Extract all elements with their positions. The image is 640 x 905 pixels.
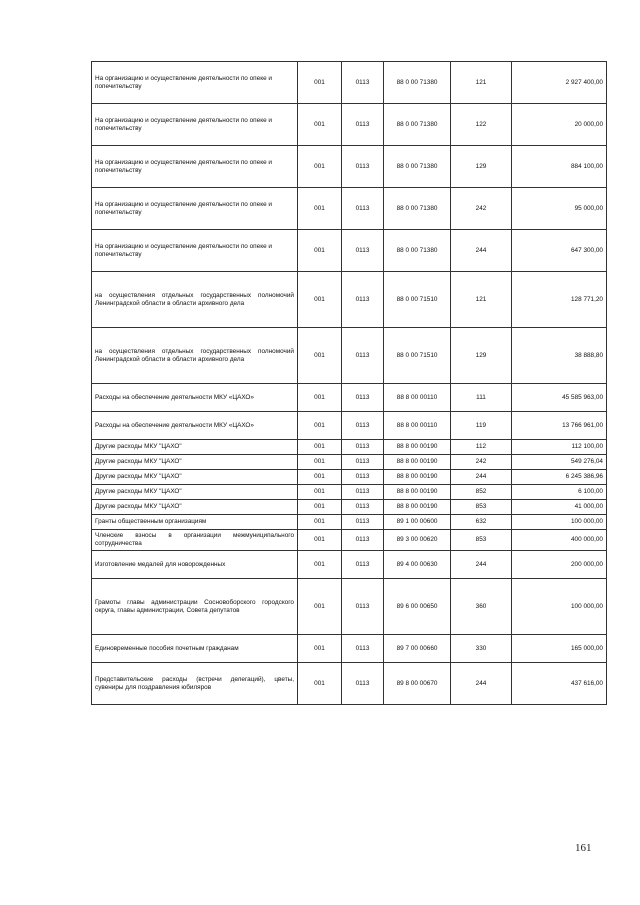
row-ved-cell: 001 [298,188,342,230]
row-ved-cell: 001 [298,412,342,440]
row-target-article-cell: 88 8 00 00190 [384,455,451,470]
table-row [92,62,607,104]
row-name-cell: на осуществления отдельных государственных полномочий Ленинградской области в области архивного дела [92,272,298,328]
row-section-cell: 0113 [342,515,384,530]
row-section-cell: 0113 [342,188,384,230]
row-section-cell: 0113 [342,412,384,440]
row-amount-cell: 13 766 961,00 [512,412,607,440]
table-row [92,635,607,663]
row-expense-type-cell: 244 [451,230,512,272]
row-amount-cell: 400 000,00 [512,530,607,551]
row-expense-type-cell: 244 [451,663,512,705]
row-amount-cell: 20 000,00 [512,104,607,146]
row-target-article-cell: 89 8 00 00670 [384,663,451,705]
row-expense-type-cell: 119 [451,412,512,440]
row-section-cell: 0113 [342,500,384,515]
row-amount-cell: 38 888,80 [512,328,607,384]
row-target-article-cell: 89 1 00 00600 [384,515,451,530]
row-amount-cell: 100 000,00 [512,579,607,635]
table-row [92,146,607,188]
row-section-cell: 0113 [342,146,384,188]
row-name-cell: На организацию и осуществление деятельности по опеке и попечительству [92,146,298,188]
row-ved-cell: 001 [298,515,342,530]
row-target-article-cell: 88 8 00 00190 [384,470,451,485]
table-row [92,104,607,146]
table-row [92,272,607,328]
row-ved-cell: 001 [298,579,342,635]
row-target-article-cell: 88 0 00 71510 [384,272,451,328]
row-amount-cell: 128 771,20 [512,272,607,328]
table-row [92,470,607,485]
row-name-cell: Грамоты главы администрации Сосновоборского городского округа, главы администрации, Совета депутатов [92,579,298,635]
row-amount-cell: 549 276,04 [512,455,607,470]
row-section-cell: 0113 [342,579,384,635]
row-section-cell: 0113 [342,104,384,146]
row-ved-cell: 001 [298,635,342,663]
page-number: 161 [575,842,592,854]
row-expense-type-cell: 330 [451,635,512,663]
row-amount-cell: 2 927 400,00 [512,62,607,104]
row-name-cell: на осуществления отдельных государственных полномочий Ленинградской области в области архивного дела [92,328,298,384]
row-ved-cell: 001 [298,384,342,412]
row-name-cell: Другие расходы МКУ "ЦАХО" [92,470,298,485]
row-ved-cell: 001 [298,455,342,470]
table-row [92,230,607,272]
row-ved-cell: 001 [298,440,342,455]
row-section-cell: 0113 [342,62,384,104]
row-expense-type-cell: 121 [451,62,512,104]
row-name-cell: Представительские расходы (встречи делегаций), цветы, сувениры для поздравления юбиляров [92,663,298,705]
row-name-cell: На организацию и осуществление деятельности по опеке и попечительству [92,188,298,230]
row-section-cell: 0113 [342,440,384,455]
row-target-article-cell: 88 8 00 00190 [384,500,451,515]
row-section-cell: 0113 [342,272,384,328]
row-target-article-cell: 88 0 00 71380 [384,146,451,188]
row-name-cell: Изготовление медалей для новорожденных [92,551,298,579]
row-expense-type-cell: 632 [451,515,512,530]
row-section-cell: 0113 [342,485,384,500]
row-target-article-cell: 88 0 00 71380 [384,230,451,272]
row-target-article-cell: 88 0 00 71510 [384,328,451,384]
row-expense-type-cell: 244 [451,551,512,579]
table-row [92,384,607,412]
table-row [92,515,607,530]
row-expense-type-cell: 244 [451,470,512,485]
table-row [92,455,607,470]
row-name-cell: Единовременные пособия почетным гражданам [92,635,298,663]
row-target-article-cell: 88 8 00 00110 [384,412,451,440]
row-expense-type-cell: 242 [451,188,512,230]
row-expense-type-cell: 121 [451,272,512,328]
row-expense-type-cell: 360 [451,579,512,635]
row-section-cell: 0113 [342,455,384,470]
table-row [92,440,607,455]
row-name-cell: Гранты общественным организациям [92,515,298,530]
row-section-cell: 0113 [342,663,384,705]
row-amount-cell: 45 585 963,00 [512,384,607,412]
row-amount-cell: 647 300,00 [512,230,607,272]
row-amount-cell: 6 245 386,96 [512,470,607,485]
row-amount-cell: 100 000,00 [512,515,607,530]
row-name-cell: Другие расходы МКУ "ЦАХО" [92,485,298,500]
row-expense-type-cell: 853 [451,530,512,551]
row-target-article-cell: 89 4 00 00630 [384,551,451,579]
row-name-cell: Другие расходы МКУ "ЦАХО" [92,440,298,455]
row-expense-type-cell: 852 [451,485,512,500]
row-amount-cell: 41 000,00 [512,500,607,515]
row-section-cell: 0113 [342,530,384,551]
row-ved-cell: 001 [298,485,342,500]
row-ved-cell: 001 [298,62,342,104]
row-name-cell: Расходы на обеспечение деятельности МКУ «ЦАХО» [92,412,298,440]
row-target-article-cell: 89 7 00 00660 [384,635,451,663]
row-section-cell: 0113 [342,328,384,384]
row-ved-cell: 001 [298,104,342,146]
row-expense-type-cell: 111 [451,384,512,412]
row-name-cell: Другие расходы МКУ "ЦАХО" [92,455,298,470]
row-ved-cell: 001 [298,272,342,328]
row-name-cell: На организацию и осуществление деятельности по опеке и попечительству [92,230,298,272]
row-amount-cell: 200 000,00 [512,551,607,579]
table-row [92,530,607,551]
row-name-cell: Членские взносы в организации межмуниципального сотрудничества [92,530,298,551]
row-amount-cell: 165 000,00 [512,635,607,663]
table-row [92,663,607,705]
row-expense-type-cell: 242 [451,455,512,470]
row-expense-type-cell: 122 [451,104,512,146]
row-amount-cell: 112 100,00 [512,440,607,455]
row-ved-cell: 001 [298,500,342,515]
row-name-cell: Расходы на обеспечение деятельности МКУ «ЦАХО» [92,384,298,412]
row-ved-cell: 001 [298,551,342,579]
row-section-cell: 0113 [342,230,384,272]
row-target-article-cell: 88 0 00 71380 [384,62,451,104]
table-row [92,500,607,515]
row-expense-type-cell: 853 [451,500,512,515]
row-name-cell: Другие расходы МКУ "ЦАХО" [92,500,298,515]
row-target-article-cell: 88 8 00 00190 [384,485,451,500]
row-amount-cell: 6 100,00 [512,485,607,500]
row-ved-cell: 001 [298,470,342,485]
table-row [92,485,607,500]
row-section-cell: 0113 [342,470,384,485]
row-section-cell: 0113 [342,384,384,412]
row-expense-type-cell: 112 [451,440,512,455]
row-name-cell: На организацию и осуществление деятельности по опеке и попечительству [92,62,298,104]
row-name-cell: На организацию и осуществление деятельности по опеке и попечительству [92,104,298,146]
row-ved-cell: 001 [298,530,342,551]
table-row [92,579,607,635]
table-row [92,188,607,230]
row-ved-cell: 001 [298,146,342,188]
row-target-article-cell: 89 3 00 00620 [384,530,451,551]
row-expense-type-cell: 129 [451,146,512,188]
row-amount-cell: 884 100,00 [512,146,607,188]
row-ved-cell: 001 [298,663,342,705]
row-amount-cell: 95 000,00 [512,188,607,230]
table-row [92,551,607,579]
row-section-cell: 0113 [342,635,384,663]
row-target-article-cell: 88 0 00 71380 [384,188,451,230]
row-expense-type-cell: 129 [451,328,512,384]
budget-table [91,61,607,705]
row-amount-cell: 437 616,00 [512,663,607,705]
row-target-article-cell: 88 8 00 00110 [384,384,451,412]
row-target-article-cell: 88 8 00 00190 [384,440,451,455]
table-row [92,412,607,440]
row-section-cell: 0113 [342,551,384,579]
budget-table-body [92,62,607,705]
row-target-article-cell: 88 0 00 71380 [384,104,451,146]
row-target-article-cell: 89 6 00 00650 [384,579,451,635]
table-row [92,328,607,384]
row-ved-cell: 001 [298,328,342,384]
row-ved-cell: 001 [298,230,342,272]
